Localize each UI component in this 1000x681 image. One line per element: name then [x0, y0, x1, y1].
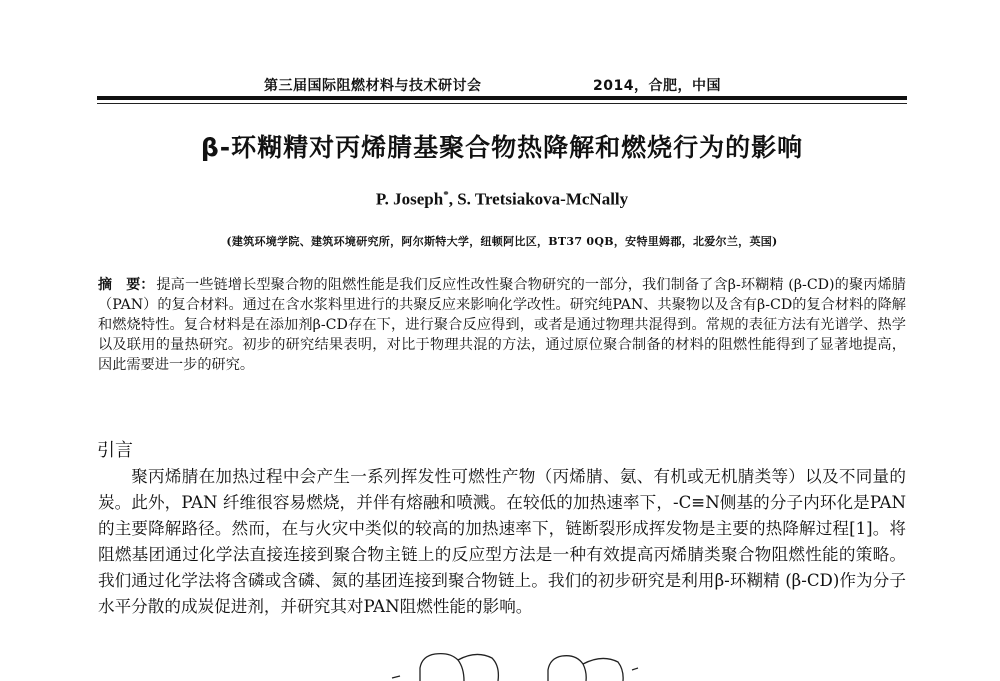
running-header	[97, 72, 907, 96]
abstract-label: 摘 要：	[98, 277, 155, 293]
author-rest: , S. Tretsiakova-McNally	[448, 189, 629, 209]
header-rule-thin	[97, 103, 907, 104]
cyclodextrin-structure-figure	[380, 646, 660, 681]
author-first: P. Joseph	[375, 189, 444, 209]
section-heading-introduction: 引言	[97, 440, 133, 461]
introduction-paragraph: 聚丙烯腈在加热过程中会产生一系列挥发性可燃性产物（丙烯腈、氨、有机或无机腈类等）以及不同量的炭。此外，PAN 纤维很容易燃烧，并伴有熔融和喷溅。在较低的加热速率下，-C≡N侧基的分子内环化是PAN的主要降解路径。然而，在与火灾中类似的较高的加热速率下，链断裂形成挥发物是主要的热降解过程[1]。将阻燃基团通过化学法直接连接到聚合物主链上的反应型方法是一种有效提高丙烯腈类聚合物阻燃性能的策略。我们通过化学法将含磷或含磷、氮的基团连接到聚合物链上。我们的初步研究是利用β-环糊精 (β-CD)作为分子水平分散的成炭促进剂，并研究其对PAN阻燃性能的影响。	[98, 467, 906, 616]
abstract-text: 提高一些链增长型聚合物的阻燃性能是我们反应性改性聚合物研究的一部分，我们制备了含β-环糊精 (β-CD)的聚丙烯腈（PAN）的复合材料。通过在含水浆料里进行的共聚反应来影响化学改性。研究纯PAN、共聚物以及含有β-CD的复合材料的降解和燃烧特性。复合材料是在添加剂β-CD存在下，进行聚合反应得到，或者是通过物理共混得到。常规的表征方法有光谱学、热学以及联用的量热研究。初步的研究结果表明，对比于物理共混的方法，通过原位聚合制备的材料的阻燃性能得到了显著地提高，因此需要进一步的研究。	[98, 277, 906, 373]
abstract	[98, 275, 906, 375]
paper-title: β-环糊精对丙烯腈基聚合物热降解和燃烧行为的影响	[200, 133, 804, 162]
author-list	[97, 189, 907, 210]
corresponding-author-mark: *	[443, 189, 449, 201]
conference-name: 第三届国际阻燃材料与技术研讨会	[264, 78, 482, 94]
author-affiliation: (建筑环境学院、建筑环境研究所，阿尔斯特大学，纽顿阿比区，BT37 0QB，安特里姆郡，北爱尔兰，英国)	[226, 235, 778, 248]
header-rule-thick	[97, 96, 907, 100]
conference-year-location: 2014，合肥，中国	[593, 78, 721, 94]
